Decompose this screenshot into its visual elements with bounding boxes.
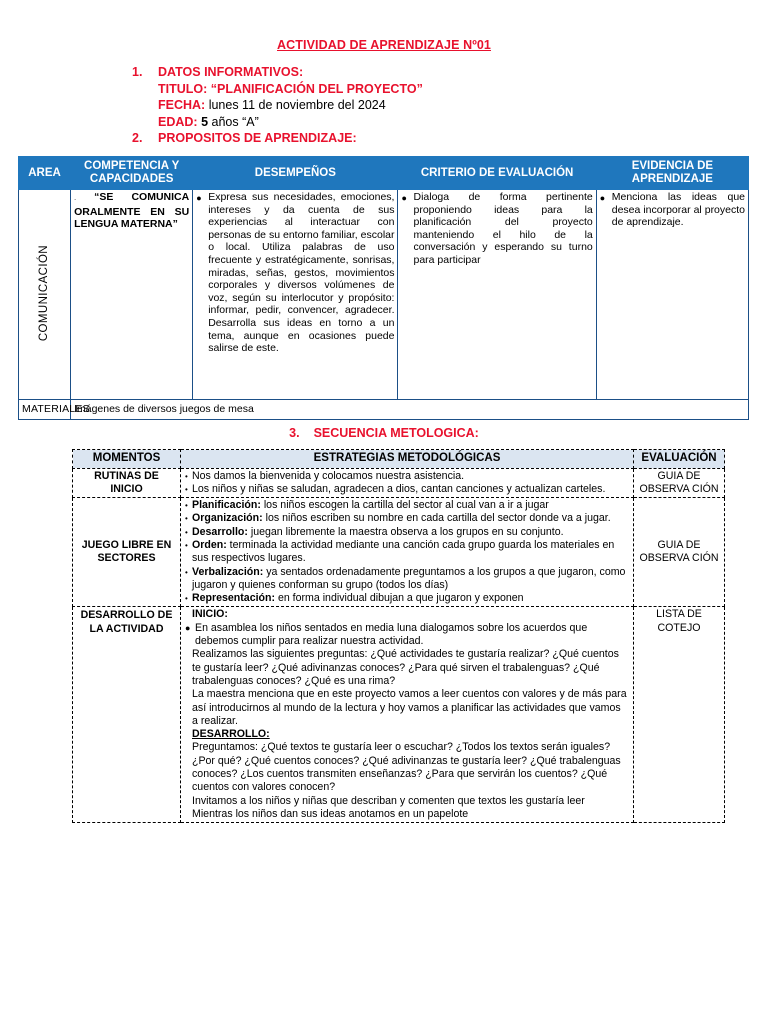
- fecha-label: FECHA:: [158, 98, 206, 112]
- paragraph: Preguntamos: ¿Qué textos te gustaría leer o escuchar? ¿Todos los textos serán iguales? ¿Por qué? ¿Qué cuentos conoces? ¿Qué adivinanzas te gustaría leer? ¿Qué trabalenguas conoces? ¿Los cuentos transmiten enseñanzas? ¿Para que servirán los cuentos? ¿Qué cuentos con valores conocen?: [192, 741, 621, 794]
- list-item-body: [192, 512, 629, 525]
- list-item-body: [192, 499, 629, 512]
- section-2-number: 2.: [132, 131, 143, 145]
- list-item-body: [192, 539, 629, 566]
- cell-area: [19, 190, 71, 400]
- datos-informativos-block: [0, 64, 768, 147]
- list-item: [185, 622, 629, 649]
- table1-header-row: [19, 157, 749, 190]
- cell-competencia: [71, 190, 193, 400]
- list-item-text: Los niños y niñas se saludan, agradecen a dios, cantan canciones y actualizan carteles.: [192, 482, 606, 495]
- bullet-icon: ●: [185, 622, 191, 633]
- paragraph: Realizamos las siguientes preguntas: ¿Qué actividades te gustaría realizar? ¿Qué cuentos te gustaría leer? ¿Qué adivinanzas conoces? ¿Para qué sirven el trabalenguas? ¿Qué trabalenguas conoces? ¿Qué es una rima?: [192, 648, 619, 687]
- table1-col-criterio: CRITERIO DE EVALUACIÓN: [398, 157, 596, 190]
- area-vertical-label: COMUNICACIÓN: [38, 244, 51, 341]
- table-row-desarrollo: [73, 607, 725, 823]
- list-item-strong: Verbalización:: [192, 565, 264, 578]
- section-1-number: 1.: [132, 65, 143, 79]
- list-item-text: los niños escriben su nombre en cada cartilla del sector donde va a jugar.: [262, 512, 611, 525]
- list-item-text: juegan libremente la maestra observa a los grupos en su conjunto.: [247, 525, 564, 538]
- evidencia-bullet-icon: ●: [599, 193, 606, 203]
- list-item: [185, 526, 629, 539]
- list-item: [185, 470, 629, 483]
- materiales-value: Imágenes de diversos juegos de mesa: [71, 400, 749, 420]
- evaluacion-juego-libre: GUIA DE OBSERVA CIÓN: [634, 498, 725, 607]
- desempenos-text: Expresa sus necesidades, emociones, intereses y da cuenta de sus experiencias al interactuar con personas de su entorno familiar, escolar o local. Utiliza palabras de uso frecuente y estratégicamente, sonrisas, miradas, señas, gestos, movimientos corporales y diversos volúmenes de voz, según su interlocutor y propósito: informar, pedir, convencer, agradecer. Desarrolla sus ideas en torno a un tema, aunque en ocasiones puede salirse de este.: [208, 191, 395, 355]
- table-row: [19, 190, 749, 400]
- section-3-heading: SECUENCIA METOLOGICA:: [313, 426, 479, 440]
- list-item-strong: Planificación:: [192, 499, 261, 512]
- list-item-strong: Organización:: [192, 512, 263, 525]
- criterio-bullet-icon: ●: [401, 193, 407, 203]
- estrategias-desarrollo: [181, 607, 634, 823]
- momento-rutinas: RUTINAS DE INICIO: [73, 468, 181, 498]
- list-item: [185, 499, 629, 512]
- section-1-heading-row: [132, 64, 768, 81]
- bullet-icon: •: [185, 540, 188, 550]
- titulo-row: [132, 81, 768, 98]
- list-item-text: en forma individual dibujan a que jugaron y exponen: [275, 592, 524, 605]
- bullet-icon: •: [185, 471, 188, 481]
- table1-col-competencia: COMPETENCIA Y CAPACIDADES: [71, 157, 193, 190]
- table-row-materiales: [19, 400, 749, 420]
- list-item-strong: Orden:: [192, 538, 227, 551]
- list-item: [185, 512, 629, 525]
- table1-col-evidencia: EVIDENCIA DE APRENDIZAJE: [596, 157, 748, 190]
- paragraph: Mientras los niños dan sus ideas anotamos en un papelote: [192, 807, 469, 820]
- section-3-heading-row: [0, 426, 768, 440]
- paragraph: Invitamos a los niños y niñas que describan y comenten que textos les gustaría leer: [192, 794, 585, 807]
- cell-desempenos: [193, 190, 398, 400]
- desarrollo-heading: [185, 728, 629, 741]
- edad-value-rest: años “A”: [208, 114, 259, 129]
- list-item-text: Nos damos la bienvenida y colocamos nuestra asistencia.: [192, 469, 465, 482]
- competencia-text: “SE COMUNICA ORALMENTE EN SU LENGUA MATERNA”: [74, 191, 190, 231]
- table2-col-evaluacion: EVALUACIÓN: [634, 450, 725, 469]
- momento-desarrollo: DESARROLLO DE LA ACTIVIDAD: [73, 607, 181, 823]
- list-item-strong: Representación:: [192, 592, 276, 605]
- list-item: [185, 539, 629, 566]
- list-item: [185, 592, 629, 605]
- table2-col-momentos: MOMENTOS: [73, 450, 181, 469]
- propositos-table: [18, 156, 749, 420]
- section-2-heading-row: [132, 130, 768, 147]
- list-item-text: los niños escogen la cartilla del sector al cual van a ir a jugar: [260, 499, 549, 512]
- list-item: [185, 483, 629, 496]
- table2-col-estrategias: ESTRATEGIAS METODOLÓGICAS: [181, 450, 634, 469]
- page-title: ACTIVIDAD DE APRENDIZAJE Nº01: [277, 38, 491, 52]
- list-item: [185, 566, 629, 593]
- inicio-heading: INICIO:: [192, 608, 228, 621]
- table2-header-row: [73, 450, 725, 469]
- secuencia-table: [72, 449, 725, 823]
- fecha-row: [132, 97, 768, 114]
- section-2-heading: PROPOSITOS DE APRENDIZAJE:: [158, 131, 357, 145]
- cell-criterio: [398, 190, 596, 400]
- cell-evidencia: [596, 190, 748, 400]
- bullet-icon: •: [185, 501, 188, 511]
- table1-col-desempenos: DESEMPEÑOS: [193, 157, 398, 190]
- estrategias-rutinas: [181, 468, 634, 498]
- list-item-text: terminada la actividad mediante una canción cada grupo guarda los materiales en sus respectivos lugares.: [192, 538, 615, 565]
- titulo-value: “PLANIFICACIÓN DEL PROYECTO”: [210, 81, 423, 96]
- edad-label: EDAD:: [158, 114, 198, 129]
- section-1-heading: DATOS INFORMATIVOS:: [158, 65, 304, 79]
- titulo-label: TITULO:: [158, 81, 208, 96]
- list-item-strong: Desarrollo:: [192, 525, 248, 538]
- list-item-body: [192, 592, 629, 605]
- bullet-icon: •: [185, 514, 188, 524]
- evaluacion-rutinas: GUIA DE OBSERVA CIÓN: [634, 468, 725, 498]
- edad-value-number: 5: [201, 114, 209, 129]
- list-item-body: [192, 526, 629, 539]
- evidencia-text: Menciona las ideas que desea incorporar al proyecto de aprendizaje.: [611, 191, 745, 229]
- desarrollo-heading-text: DESARROLLO:: [192, 728, 270, 741]
- table1-col-area: AREA: [19, 157, 71, 190]
- table-row-rutinas: [73, 468, 725, 498]
- list-item-body: [192, 566, 629, 593]
- edad-row: [132, 114, 768, 131]
- evaluacion-desarrollo: LISTA DE COTEJO: [634, 607, 725, 823]
- momento-juego-libre: JUEGO LIBRE EN SECTORES: [73, 498, 181, 607]
- paragraph: La maestra menciona que en este proyecto vamos a leer cuentos con valores y de más para así introducirnos al mundo de la lectura y hoy vamos a planificar las actividades que vamos a realizar.: [192, 688, 627, 727]
- section-3-number: 3.: [289, 426, 300, 440]
- criterio-text: Dialoga de forma pertinente proponiendo ideas para la planificación del proyecto manteniendo el hilo de la conversación y esperando su turno para participar: [413, 191, 593, 266]
- desempenos-bullet-icon: ●: [196, 193, 202, 203]
- competencia-lead-mark: .: [74, 195, 77, 202]
- bullet-icon: •: [185, 594, 188, 604]
- fecha-value: lunes 11 de noviembre del 2024: [208, 98, 386, 112]
- bullet-icon: •: [185, 567, 188, 577]
- bullet-icon: •: [185, 527, 188, 537]
- table-row-juego-libre: [73, 498, 725, 607]
- materiales-label: MATERIALES: [19, 400, 71, 420]
- bullet-icon: •: [185, 484, 188, 494]
- estrategias-juego-libre: [181, 498, 634, 607]
- list-item-text: En asamblea los niños sentados en media luna dialogamos sobre los acuerdos que debemos cumplir para realizar nuestra actividad.: [195, 621, 588, 648]
- list-item-text: ya sentados ordenadamente preguntamos a los grupos a que jugaron, como jugaron y quienes conforman su grupo (todos los días): [192, 565, 626, 591]
